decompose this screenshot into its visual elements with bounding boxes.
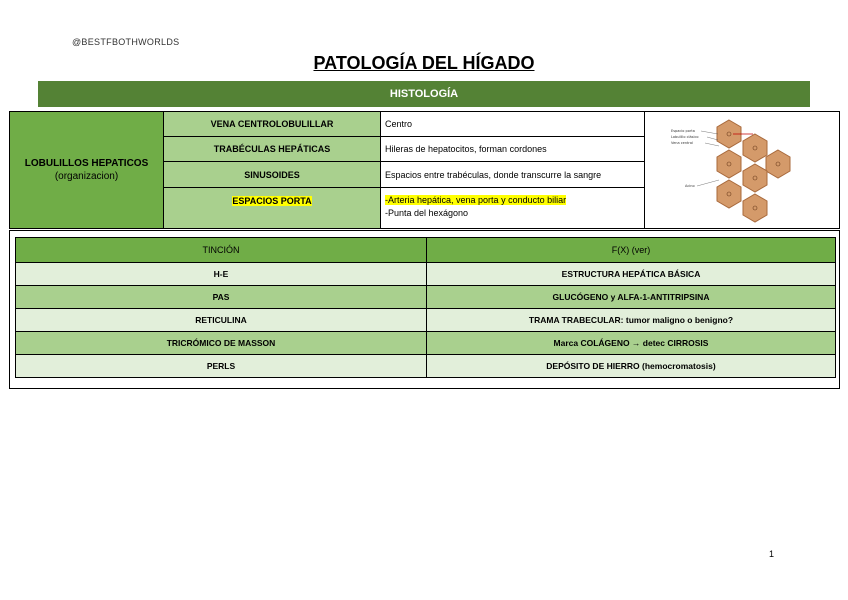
header-fx: F(X) (ver) (427, 238, 836, 263)
desc-cell (381, 162, 645, 188)
term-espacios-porta: ESPACIOS PORTA (232, 196, 312, 206)
desc-text: -Arteria hepática, vena porta y conducto biliar (385, 195, 567, 205)
table-row (16, 332, 836, 355)
tincion-cell: RETICULINA (16, 309, 427, 332)
desc-cell (381, 188, 645, 228)
hexagon-shape (743, 134, 767, 162)
header-tincion: TINCIÓN (16, 238, 427, 263)
lobulillos-label-cell (10, 112, 164, 228)
lobulillos-sublabel: (organizacion) (54, 171, 119, 182)
table-row (16, 263, 836, 286)
desc-text: Espacios entre trabéculas, donde transcurre la sangre (385, 169, 602, 180)
lobulillos-table (9, 111, 840, 229)
tinciones-table (15, 237, 836, 378)
desc-text: Hileras de hepatocitos, forman cordones (385, 144, 547, 154)
tincion-cell: PAS (16, 286, 427, 309)
hexagon-shape (717, 150, 741, 178)
term-cell (164, 162, 381, 188)
fx-cell: GLUCÓGENO y ALFA-1-ANTITRIPSINA (427, 286, 836, 309)
fx-cell: ESTRUCTURA HEPÁTICA BÁSICA (427, 263, 836, 286)
table-header-row (16, 238, 836, 263)
table-row (16, 355, 836, 378)
term-sinusoides: SINUSOIDES (244, 169, 300, 180)
term-cell (164, 188, 381, 228)
hexagon-shape (743, 164, 767, 192)
lobule-diagram (645, 112, 839, 228)
desc-cell (381, 137, 645, 162)
table-row (16, 309, 836, 332)
page-title: PATOLOGÍA DEL HÍGADO (313, 53, 535, 73)
tincion-cell: PERLS (16, 355, 427, 378)
page-number: 1 (769, 549, 775, 559)
watermark: @BESTFBOTHWORLDS (72, 37, 180, 47)
term-cell (164, 112, 381, 137)
section-header: HISTOLOGÍA (38, 81, 810, 107)
fx-cell: DEPÓSITO DE HIERRO (hemocromatosis) (427, 355, 836, 378)
tincion-cell: TRICRÓMICO DE MASSON (16, 332, 427, 355)
lobulillos-label: LOBULILLOS HEPATICOS (24, 158, 149, 169)
diagram-label: Vena central (671, 141, 693, 145)
diagram-label: Lobulillo clásico (671, 135, 699, 139)
fx-cell: TRAMA TRABECULAR: tumor maligno o benigno? (427, 309, 836, 332)
diagram-label: Acino (685, 184, 695, 188)
term-trabeculas: TRABÉCULAS HEPÁTICAS (213, 144, 331, 154)
hexagon-shape (717, 180, 741, 208)
diagram-label: Espacio porta (671, 129, 695, 133)
desc-text: -Punta del hexágono (385, 208, 469, 218)
tincion-cell: H-E (16, 263, 427, 286)
desc-cell (381, 112, 645, 137)
desc-text: Centro (385, 119, 413, 129)
hexagon-shape (766, 150, 790, 178)
hexagon-shape (743, 194, 767, 222)
term-cell (164, 137, 381, 162)
table-row (16, 286, 836, 309)
tinciones-table-frame (9, 230, 840, 389)
fx-cell: Marca COLÁGENO → detec CIRROSIS (427, 332, 836, 355)
term-vena-centrolobulillar: VENA CENTROLOBULILLAR (210, 119, 334, 129)
